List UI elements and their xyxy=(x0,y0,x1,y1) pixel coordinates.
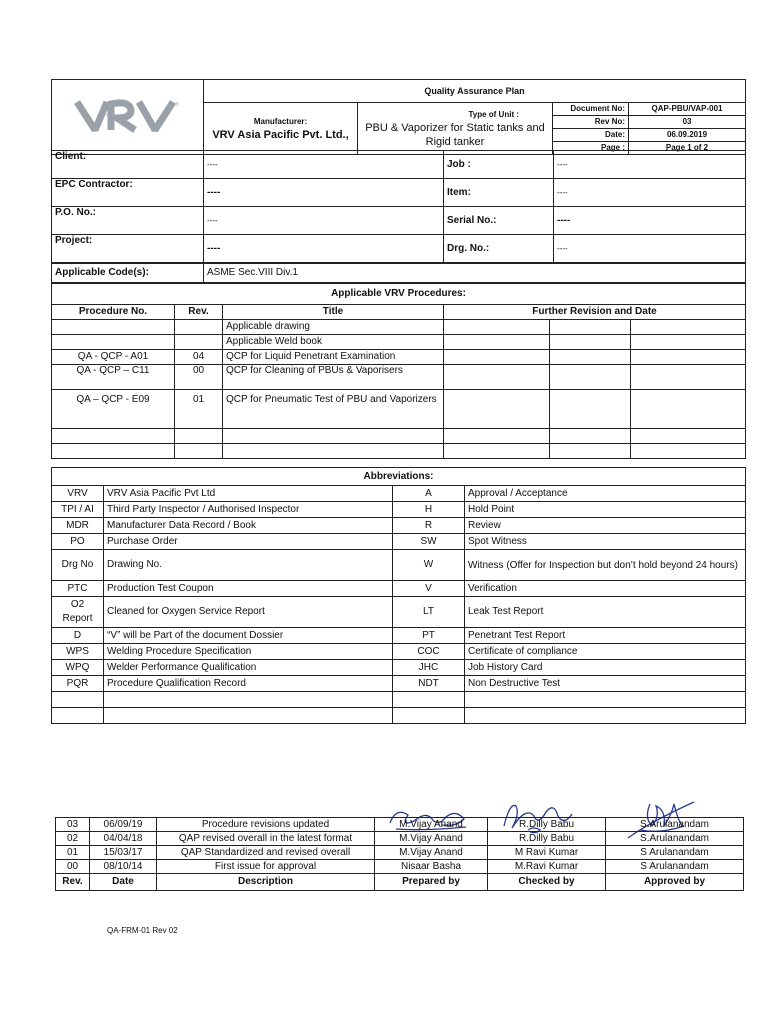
rev-no: 01 xyxy=(56,846,90,860)
abbr-code: W xyxy=(393,550,465,581)
rev-description: QAP Standardized and revised overall xyxy=(157,846,375,860)
abbr-code: O2 Report xyxy=(52,597,104,628)
info-value: ---- xyxy=(554,207,746,235)
proc-title: Applicable drawing xyxy=(223,320,444,335)
abbr-row xyxy=(52,581,746,597)
rev-date: 06/09/19 xyxy=(90,818,157,832)
col-date: Date xyxy=(90,874,157,891)
unit-value: PBU & Vaporizer for Static tanks and Rigid tanker xyxy=(365,121,545,148)
abbr-desc: Non Destructive Test xyxy=(465,676,746,692)
svg-text:®: ® xyxy=(174,101,179,108)
meta-label: Date: xyxy=(553,129,629,142)
col-procedure-no: Procedure No. xyxy=(52,305,175,320)
col-prepared-by: Prepared by xyxy=(375,874,488,891)
meta-label: Page : xyxy=(553,142,629,155)
rev-checked: R.Dilly Babu xyxy=(488,832,606,846)
abbr-code: WPQ xyxy=(52,660,104,676)
rev-no: 00 xyxy=(56,860,90,874)
info-value: ---- xyxy=(554,235,746,263)
rev-no: 02 xyxy=(56,832,90,846)
abbr-row xyxy=(52,550,746,581)
abbr-row xyxy=(52,660,746,676)
table-row xyxy=(52,320,746,335)
meta-label: Rev No: xyxy=(553,116,629,129)
form-number: QA-FRM-01 Rev 02 xyxy=(107,926,178,935)
table-row xyxy=(56,832,744,846)
abbr-desc: Spot Witness xyxy=(465,534,746,550)
col-approved-by: Approved by xyxy=(606,874,744,891)
abbr-code: PT xyxy=(393,628,465,644)
abbr-desc: Welding Procedure Specification xyxy=(104,644,393,660)
abbr-code: VRV xyxy=(52,486,104,502)
abbr-code: WPS xyxy=(52,644,104,660)
rev-checked: M.Ravi Kumar xyxy=(488,860,606,874)
abbr-row xyxy=(52,692,746,708)
rev-approved: S Arulanandam xyxy=(606,846,744,860)
rev-description: Procedure revisions updated xyxy=(157,818,375,832)
info-label: Project: xyxy=(52,235,204,263)
abbr-row xyxy=(52,486,746,502)
abbr-desc: Production Test Coupon xyxy=(104,581,393,597)
abbr-desc: Leak Test Report xyxy=(465,597,746,628)
abbr-code: PTC xyxy=(52,581,104,597)
abbr-code: R xyxy=(393,518,465,534)
abbr-code: COC xyxy=(393,644,465,660)
company-logo xyxy=(52,80,204,155)
manufacturer-value: VRV Asia Pacific Pvt. Ltd., xyxy=(212,128,349,141)
abbr-code: NDT xyxy=(393,676,465,692)
abbr-code: PQR xyxy=(52,676,104,692)
procedures-table xyxy=(51,283,746,459)
abbreviations-table xyxy=(51,467,746,724)
meta-value: 06.09.2019 xyxy=(629,129,746,142)
rev-prepared: M.Vijay Anand xyxy=(375,846,488,860)
abbr-row xyxy=(52,644,746,660)
info-label: P.O. No.: xyxy=(52,207,204,235)
abbr-code: Drg No xyxy=(52,550,104,581)
table-row xyxy=(52,335,746,350)
meta-value: Page 1 of 2 xyxy=(629,142,746,155)
codes-label: Applicable Code(s): xyxy=(52,264,204,283)
header-table xyxy=(51,79,746,155)
rev-date: 08/10/14 xyxy=(90,860,157,874)
abbr-desc: Job History Card xyxy=(465,660,746,676)
project-info-table xyxy=(51,150,746,263)
table-row xyxy=(52,365,746,390)
info-label: Serial No.: xyxy=(444,207,554,235)
abbr-row xyxy=(52,502,746,518)
proc-rev xyxy=(175,320,223,335)
abbr-desc: Certificate of compliance xyxy=(465,644,746,660)
proc-title: QCP for Cleaning of PBUs & Vaporisers xyxy=(223,365,444,390)
abbr-desc: Welder Performance Qualification xyxy=(104,660,393,676)
col-description: Description xyxy=(157,874,375,891)
proc-no xyxy=(52,335,175,350)
rev-approved: S Arulanandam xyxy=(606,860,744,874)
proc-rev: 01 xyxy=(175,390,223,429)
rev-description: First issue for approval xyxy=(157,860,375,874)
document-title: Quality Assurance Plan xyxy=(204,80,746,103)
info-row xyxy=(52,179,746,207)
abbr-code: TPI / AI xyxy=(52,502,104,518)
rev-prepared: M.Vijay Anand xyxy=(375,818,488,832)
meta-value: 03 xyxy=(629,116,746,129)
info-value: ---- xyxy=(204,235,444,263)
abbr-desc: Manufacturer Data Record / Book xyxy=(104,518,393,534)
proc-no: QA - QCP - A01 xyxy=(52,350,175,365)
proc-no: QA - QCP – C11 xyxy=(52,365,175,390)
abbr-code: V xyxy=(393,581,465,597)
abbr-row xyxy=(52,676,746,692)
table-row xyxy=(56,846,744,860)
proc-rev: 00 xyxy=(175,365,223,390)
meta-value: QAP-PBU/VAP-001 xyxy=(629,103,746,116)
rev-date: 15/03/17 xyxy=(90,846,157,860)
rev-approved: S.Arulanandam xyxy=(606,832,744,846)
info-label: Drg. No.: xyxy=(444,235,554,263)
abbr-desc: Witness (Offer for Inspection but don’t hold beyond 24 hours) xyxy=(465,550,746,581)
abbr-desc: Hold Point xyxy=(465,502,746,518)
abbr-code: H xyxy=(393,502,465,518)
table-row xyxy=(52,390,746,429)
abbr-desc: Review xyxy=(465,518,746,534)
abbr-row xyxy=(52,534,746,550)
unit-cell xyxy=(358,103,553,155)
rev-checked: R.Dilly Babu xyxy=(488,818,606,832)
unit-label: Type of Unit : xyxy=(468,109,519,119)
table-row xyxy=(56,818,744,832)
table-row xyxy=(52,429,746,444)
info-row xyxy=(52,207,746,235)
table-row xyxy=(52,444,746,459)
abbr-code: SW xyxy=(393,534,465,550)
revision-header-row xyxy=(56,874,744,891)
info-value: ---- xyxy=(204,207,444,235)
abbr-row xyxy=(52,628,746,644)
info-label: Job : xyxy=(444,151,554,179)
codes-table xyxy=(51,263,746,283)
abbr-code: D xyxy=(52,628,104,644)
proc-no xyxy=(52,320,175,335)
abbr-row xyxy=(52,518,746,534)
proc-title: QCP for Pneumatic Test of PBU and Vaporizers xyxy=(223,390,444,429)
vrv-logo-icon xyxy=(73,96,183,136)
proc-title: QCP for Liquid Penetrant Examination xyxy=(223,350,444,365)
abbr-desc: Approval / Acceptance xyxy=(465,486,746,502)
rev-approved: S.Arulanandam xyxy=(606,818,744,832)
abbr-desc: Penetrant Test Report xyxy=(465,628,746,644)
table-row xyxy=(56,860,744,874)
rev-checked: M Ravi Kumar xyxy=(488,846,606,860)
abbr-desc: Verification xyxy=(465,581,746,597)
proc-title: Applicable Weld book xyxy=(223,335,444,350)
info-row xyxy=(52,235,746,263)
rev-prepared: Nisaar Basha xyxy=(375,860,488,874)
rev-description: QAP revised overall in the latest format xyxy=(157,832,375,846)
manufacturer-cell xyxy=(204,103,358,155)
proc-no: QA – QCP - E09 xyxy=(52,390,175,429)
info-label: EPC Contractor: xyxy=(52,179,204,207)
codes-value: ASME Sec.VIII Div.1 xyxy=(204,264,746,283)
info-value: ---- xyxy=(554,151,746,179)
info-label: Item: xyxy=(444,179,554,207)
abbr-code: PO xyxy=(52,534,104,550)
col-title: Title xyxy=(223,305,444,320)
abbr-row xyxy=(52,708,746,724)
abbr-desc: VRV Asia Pacific Pvt Ltd xyxy=(104,486,393,502)
rev-prepared: M.Vijay Anand xyxy=(375,832,488,846)
procedures-heading: Applicable VRV Procedures: xyxy=(52,284,746,305)
abbr-desc: Purchase Order xyxy=(104,534,393,550)
abbr-code: A xyxy=(393,486,465,502)
meta-label: Document No: xyxy=(553,103,629,116)
abbr-desc: Drawing No. xyxy=(104,550,393,581)
proc-rev: 04 xyxy=(175,350,223,365)
info-value: ---- xyxy=(554,179,746,207)
abbr-desc: “V” will be Part of the document Dossier xyxy=(104,628,393,644)
abbr-code: LT xyxy=(393,597,465,628)
revision-history-table xyxy=(55,817,744,891)
info-value: ---- xyxy=(204,179,444,207)
abbr-desc: Procedure Qualification Record xyxy=(104,676,393,692)
col-rev: Rev. xyxy=(56,874,90,891)
manufacturer-label: Manufacturer: xyxy=(253,116,308,126)
proc-rev xyxy=(175,335,223,350)
abbr-row xyxy=(52,597,746,628)
abbr-desc: Third Party Inspector / Authorised Inspector xyxy=(104,502,393,518)
rev-date: 04/04/18 xyxy=(90,832,157,846)
table-row xyxy=(52,350,746,365)
abbreviations-heading: Abbreviations: xyxy=(52,468,746,486)
col-rev: Rev. xyxy=(175,305,223,320)
info-label: Client: xyxy=(52,151,204,179)
abbr-code: MDR xyxy=(52,518,104,534)
abbr-code: JHC xyxy=(393,660,465,676)
col-further-revision: Further Revision and Date xyxy=(444,305,746,320)
abbr-desc: Cleaned for Oxygen Service Report xyxy=(104,597,393,628)
col-checked-by: Checked by xyxy=(488,874,606,891)
info-value: ---- xyxy=(204,151,444,179)
rev-no: 03 xyxy=(56,818,90,832)
info-row xyxy=(52,151,746,179)
